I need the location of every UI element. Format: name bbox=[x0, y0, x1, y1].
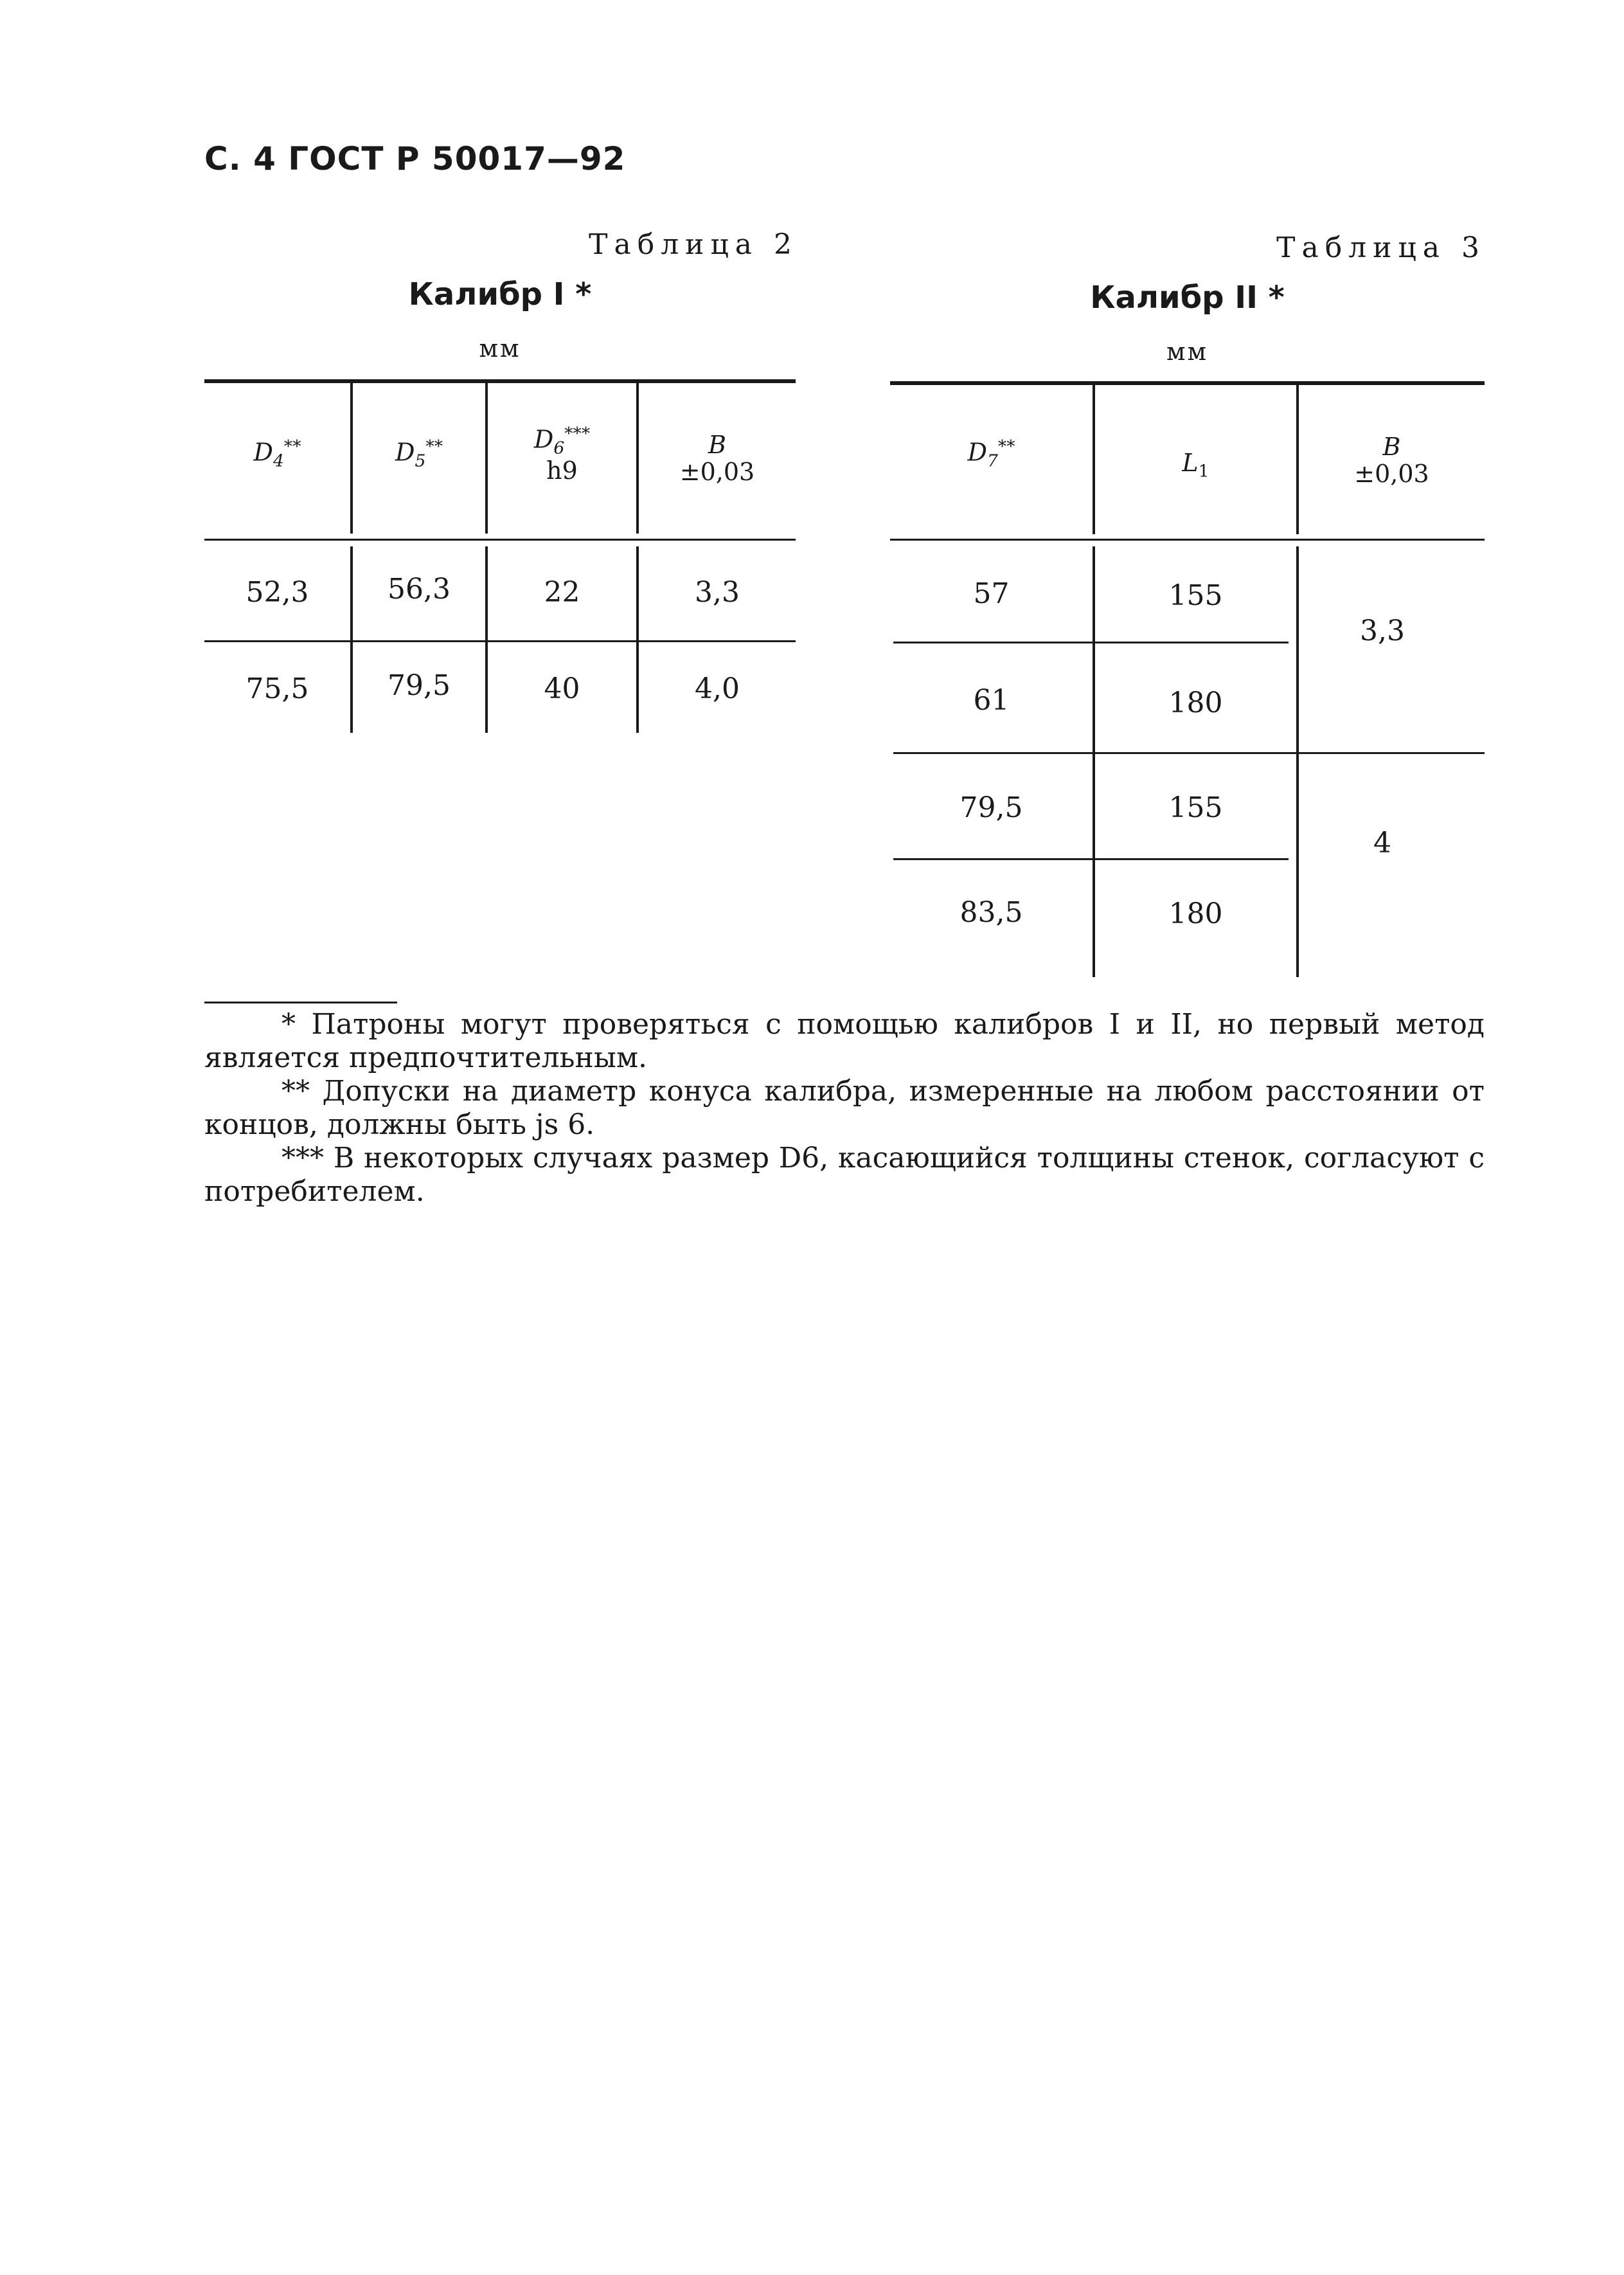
table3-group-rule bbox=[893, 752, 1485, 754]
table2-unit: мм bbox=[479, 334, 521, 363]
table3-top-rule bbox=[890, 381, 1485, 385]
page-header: С. 4 ГОСТ Р 50017—92 bbox=[204, 140, 626, 177]
table3-b-group-2: 4 bbox=[1373, 827, 1391, 859]
table3-col-divider bbox=[1296, 546, 1299, 977]
table3-cell: 79,5 bbox=[959, 791, 1023, 824]
footnote-1: * Патроны могут проверяться с помощью калибров I и II, но первый метод является предпочтительным. bbox=[204, 1008, 1485, 1074]
table2-col-divider bbox=[350, 546, 353, 733]
table2-header-d4: $D_4^{**}$ bbox=[253, 436, 301, 471]
table3-row-rule bbox=[893, 642, 1289, 643]
footnote-rule bbox=[204, 1002, 397, 1003]
table3-cell: 61 bbox=[973, 684, 1010, 717]
table3-cell: 83,5 bbox=[959, 896, 1023, 929]
table2-title: Калибр I * bbox=[408, 276, 592, 312]
table2-col-divider bbox=[636, 546, 639, 733]
table2-cell: 40 bbox=[544, 672, 580, 705]
table3-header-rule bbox=[890, 539, 1485, 541]
table2-col-divider bbox=[485, 546, 488, 733]
table3-header-l1: $L_1$ bbox=[1182, 449, 1209, 481]
footnotes bbox=[204, 1008, 1485, 1209]
table2-number: Таблица 2 bbox=[589, 228, 798, 261]
table2-cell: 52,3 bbox=[245, 576, 309, 609]
table3-title: Калибр II * bbox=[1090, 280, 1285, 316]
footnote-3: *** В некоторых случаях размер D6, касающийся толщины стенок, согласуют с потребителем. bbox=[204, 1142, 1485, 1208]
table2-cell: 3,3 bbox=[695, 576, 740, 609]
table2-row-rule bbox=[204, 640, 796, 642]
table3-cell: 180 bbox=[1168, 687, 1223, 719]
table3-cell: 57 bbox=[973, 577, 1010, 610]
table3-header-d7: $D_7^{**}$ bbox=[967, 436, 1015, 471]
table2-header-rule bbox=[204, 539, 796, 541]
table3-unit: мм bbox=[1166, 337, 1209, 366]
table3-row-rule bbox=[893, 858, 1289, 860]
table2-header-d5: $D_5^{**}$ bbox=[395, 436, 443, 471]
table2-cell: 4,0 bbox=[695, 672, 740, 705]
table3-cell: 180 bbox=[1168, 897, 1223, 930]
table3-cell: 155 bbox=[1168, 791, 1223, 824]
table2-cell: 56,3 bbox=[388, 573, 451, 606]
table3-number: Таблица 3 bbox=[1276, 231, 1486, 264]
table2-cell: 22 bbox=[544, 576, 580, 609]
table2-cell: 79,5 bbox=[388, 669, 451, 702]
table2-top-rule bbox=[204, 379, 796, 383]
table2-header-d6: $D_6^{***}$ h9 bbox=[533, 424, 591, 485]
table2-header-b: B ±0,03 bbox=[679, 431, 755, 486]
table3-header-b: B ±0,03 bbox=[1354, 433, 1429, 488]
footnote-2: ** Допуски на диаметр конуса калибра, измеренные на любом расстоянии от концов, должны быть js 6. bbox=[204, 1075, 1485, 1141]
table3-cell: 155 bbox=[1168, 579, 1223, 612]
table2-cell: 75,5 bbox=[245, 672, 309, 705]
table3-b-group-1: 3,3 bbox=[1360, 615, 1405, 647]
